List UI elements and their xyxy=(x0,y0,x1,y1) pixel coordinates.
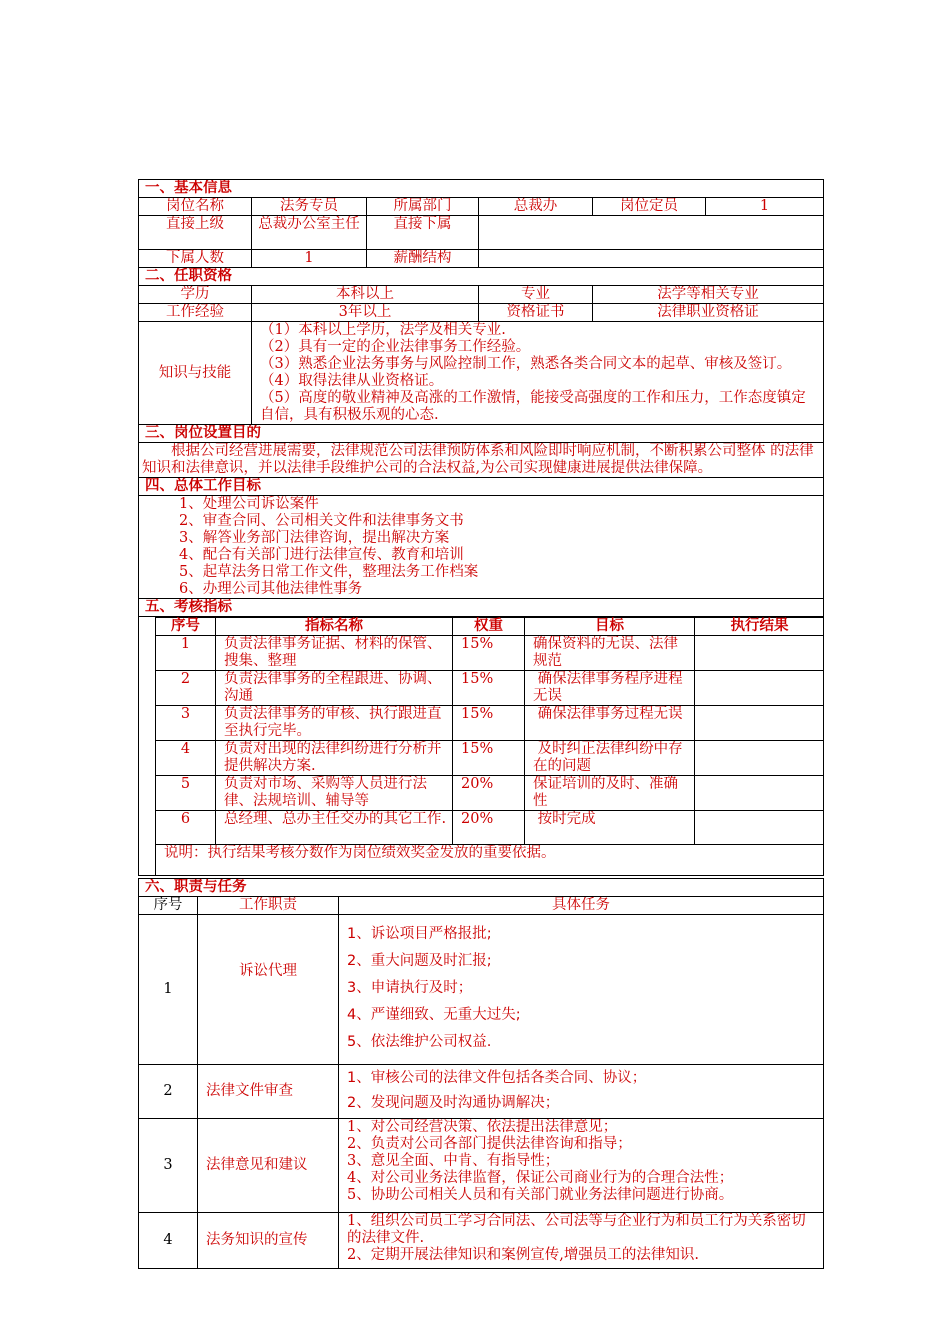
skills-label: 知识与技能 xyxy=(139,322,252,425)
duty-tasks xyxy=(339,1212,824,1268)
kpi-result xyxy=(695,776,824,811)
kpi-name: 负责对市场、采购等人员进行法律、法规培训、辅导等 xyxy=(216,776,453,811)
quota-label: 岗位定员 xyxy=(593,198,706,216)
goal-item: 1、处理公司诉讼案件 xyxy=(179,496,319,512)
kpi-weight: 15% xyxy=(453,741,525,776)
kpi-no: 2 xyxy=(156,671,216,706)
section-purpose-title: 三、岗位设置目的 xyxy=(139,425,824,443)
kpi-table xyxy=(155,617,824,875)
kpi-header-name: 指标名称 xyxy=(216,618,453,636)
cert-label: 资格证书 xyxy=(479,304,593,322)
duties-header-no: 序号 xyxy=(139,896,198,914)
task-item: 1、诉讼项目严格报批; xyxy=(347,925,492,942)
task-item: 3、意见全面、中肯、有指导性； xyxy=(347,1152,560,1169)
section-goals-title: 四、总体工作目标 xyxy=(139,478,824,496)
kpi-weight: 15% xyxy=(453,636,525,671)
subordinate-label: 直接下属 xyxy=(367,216,479,250)
kpi-container xyxy=(139,617,824,876)
kpi-row xyxy=(156,811,824,845)
duty-name: 法律意见和建议 xyxy=(198,1118,339,1212)
task-item: 2、发现问题及时沟通协调解决； xyxy=(347,1095,560,1111)
skills-list xyxy=(252,322,824,425)
goals-list xyxy=(139,496,824,599)
task-item: 2、重大问题及时汇报; xyxy=(347,952,492,969)
duty-name: 法律文件审查 xyxy=(198,1064,339,1118)
duties-header-tasks: 具体任务 xyxy=(339,896,824,914)
kpi-name: 负责法律事务证据、材料的保管、搜集、整理 xyxy=(216,636,453,671)
quota-value: 1 xyxy=(706,198,824,216)
edu-label: 学历 xyxy=(139,286,252,304)
kpi-name: 总经理、总办主任交办的其它工作. xyxy=(216,811,453,845)
subordinate-value xyxy=(479,216,824,250)
kpi-no: 1 xyxy=(156,636,216,671)
task-item: 3、申请执行及时； xyxy=(347,979,473,996)
goal-item: 4、配合有关部门进行法律宣传、教育和培训 xyxy=(179,547,464,563)
skill-item: （1）本科以上学历，法学及相关专业. xyxy=(260,322,506,338)
post-name-label: 岗位名称 xyxy=(139,198,252,216)
dept-value: 总裁办 xyxy=(479,198,593,216)
duty-name: 法务知识的宣传 xyxy=(198,1212,339,1268)
kpi-header-no: 序号 xyxy=(156,618,216,636)
duty-tasks xyxy=(339,1064,824,1118)
kpi-weight: 15% xyxy=(453,706,525,741)
kpi-row xyxy=(156,776,824,811)
kpi-row xyxy=(156,671,824,706)
major-label: 专业 xyxy=(479,286,593,304)
duty-tasks xyxy=(339,914,824,1064)
kpi-row xyxy=(156,741,824,776)
kpi-name: 负责对出现的法律纠纷进行分析并提供解决方案. xyxy=(216,741,453,776)
kpi-no: 3 xyxy=(156,706,216,741)
section-basic-info-title: 一、基本信息 xyxy=(139,180,824,198)
goal-item: 6、办理公司其他法律性事务 xyxy=(179,581,363,597)
main-table xyxy=(138,179,824,876)
skill-item: （4）取得法律从业资格证。 xyxy=(260,373,444,389)
task-item: 2、负责对公司各部门提供法律咨询和指导； xyxy=(347,1135,632,1152)
kpi-weight: 15% xyxy=(453,671,525,706)
kpi-no: 6 xyxy=(156,811,216,845)
kpi-target: 确保资料的无误、法律规范 xyxy=(525,636,695,671)
kpi-target: 及时纠正法律纠纷中存在的问题 xyxy=(525,741,695,776)
salary-label: 薪酬结构 xyxy=(367,250,479,268)
kpi-result xyxy=(695,741,824,776)
job-description-document xyxy=(138,179,823,1269)
duty-row xyxy=(139,1212,824,1268)
skill-item: （2）具有一定的企业法律事务工作经验。 xyxy=(260,339,531,355)
sub-count-label: 下属人数 xyxy=(139,250,252,268)
skill-item: （5）高度的敬业精神及高涨的工作激情，能接受高强度的工作和压力，工作态度镇定自信，具有积极乐观的心态. xyxy=(260,390,806,423)
task-item: 5、依法维护公司权益. xyxy=(347,1033,492,1050)
edu-value: 本科以上 xyxy=(252,286,479,304)
kpi-no: 4 xyxy=(156,741,216,776)
kpi-row xyxy=(156,706,824,741)
task-item: 1、对公司经营决策、依法提出法律意见； xyxy=(347,1118,618,1135)
kpi-name: 负责法律事务的审核、执行跟进直至执行完毕。 xyxy=(216,706,453,741)
kpi-weight: 20% xyxy=(453,776,525,811)
duty-no: 2 xyxy=(139,1064,198,1118)
kpi-no: 5 xyxy=(156,776,216,811)
duty-row xyxy=(139,1118,824,1212)
duty-no: 4 xyxy=(139,1212,198,1268)
kpi-result xyxy=(695,671,824,706)
dept-label: 所属部门 xyxy=(367,198,479,216)
duty-no: 1 xyxy=(139,914,198,1064)
cert-value: 法律职业资格证 xyxy=(593,304,824,322)
section-qualification-title: 二、任职资格 xyxy=(139,268,824,286)
purpose-text: 根据公司经营进展需要，法律规范公司法律预防体系和风险即时响应机制，不断积累公司整体 的法律知识和法律意识，并以法律手段维护公司的合法权益,为公司实现健康进展提供法律保障。 xyxy=(139,443,824,478)
kpi-target: 确保法律事务程序进程无误 xyxy=(525,671,695,706)
task-item: 4、对公司业务法律监督，保证公司商业行为的合理合法性； xyxy=(347,1169,734,1186)
kpi-result xyxy=(695,706,824,741)
kpi-result xyxy=(695,811,824,845)
duty-row xyxy=(139,1064,824,1118)
goal-item: 2、审查合同、公司相关文件和法律事务文书 xyxy=(179,513,464,529)
exp-label: 工作经验 xyxy=(139,304,252,322)
exp-value: 3年以上 xyxy=(252,304,479,322)
duty-name: 诉讼代理 xyxy=(198,914,339,1064)
salary-value xyxy=(479,250,824,268)
task-item: 5、协助公司相关人员和有关部门就业务法律问题进行协商。 xyxy=(347,1186,734,1203)
kpi-result xyxy=(695,636,824,671)
duties-table xyxy=(138,878,824,1269)
duty-tasks xyxy=(339,1118,824,1212)
task-item: 4、严谨细致、无重大过失; xyxy=(347,1006,521,1023)
task-item: 2、定期开展法律知识和案例宣传,增强员工的法律知识. xyxy=(347,1246,699,1263)
kpi-target: 确保法律事务过程无误 xyxy=(525,706,695,741)
section-kpi-title: 五、考核指标 xyxy=(139,599,824,617)
goal-item: 5、起草法务日常工作文件，整理法务工作档案 xyxy=(179,564,479,580)
kpi-target: 按时完成 xyxy=(525,811,695,845)
kpi-note: 说明：执行结果考核分数作为岗位绩效奖金发放的重要依据。 xyxy=(156,845,824,875)
kpi-name: 负责法律事务的全程跟进、协调、沟通 xyxy=(216,671,453,706)
duties-header-duty: 工作职责 xyxy=(198,896,339,914)
kpi-header-result: 执行结果 xyxy=(695,618,824,636)
sub-count-value: 1 xyxy=(252,250,367,268)
superior-value: 总裁办公室主任 xyxy=(252,216,367,250)
task-item: 1、审核公司的法律文件包括各类合同、协议； xyxy=(347,1070,647,1086)
section-duties-title: 六、职责与任务 xyxy=(139,878,824,896)
skill-item: （3）熟悉企业法务事务与风险控制工作，熟悉各类合同文本的起草、审核及签订。 xyxy=(260,356,792,372)
kpi-weight: 20% xyxy=(453,811,525,845)
task-item: 1、组织公司员工学习合同法、公司法等与企业行为和员工行为关系密切的法律文件. xyxy=(347,1212,806,1246)
post-name-value: 法务专员 xyxy=(252,198,367,216)
major-value: 法学等相关专业 xyxy=(593,286,824,304)
kpi-header-weight: 权重 xyxy=(453,618,525,636)
duty-row xyxy=(139,914,824,1064)
kpi-row xyxy=(156,636,824,671)
kpi-target: 保证培训的及时、准确性 xyxy=(525,776,695,811)
kpi-header-target: 目标 xyxy=(525,618,695,636)
goal-item: 3、解答业务部门法律咨询，提出解决方案 xyxy=(179,530,450,546)
duty-no: 3 xyxy=(139,1118,198,1212)
superior-label: 直接上级 xyxy=(139,216,252,250)
